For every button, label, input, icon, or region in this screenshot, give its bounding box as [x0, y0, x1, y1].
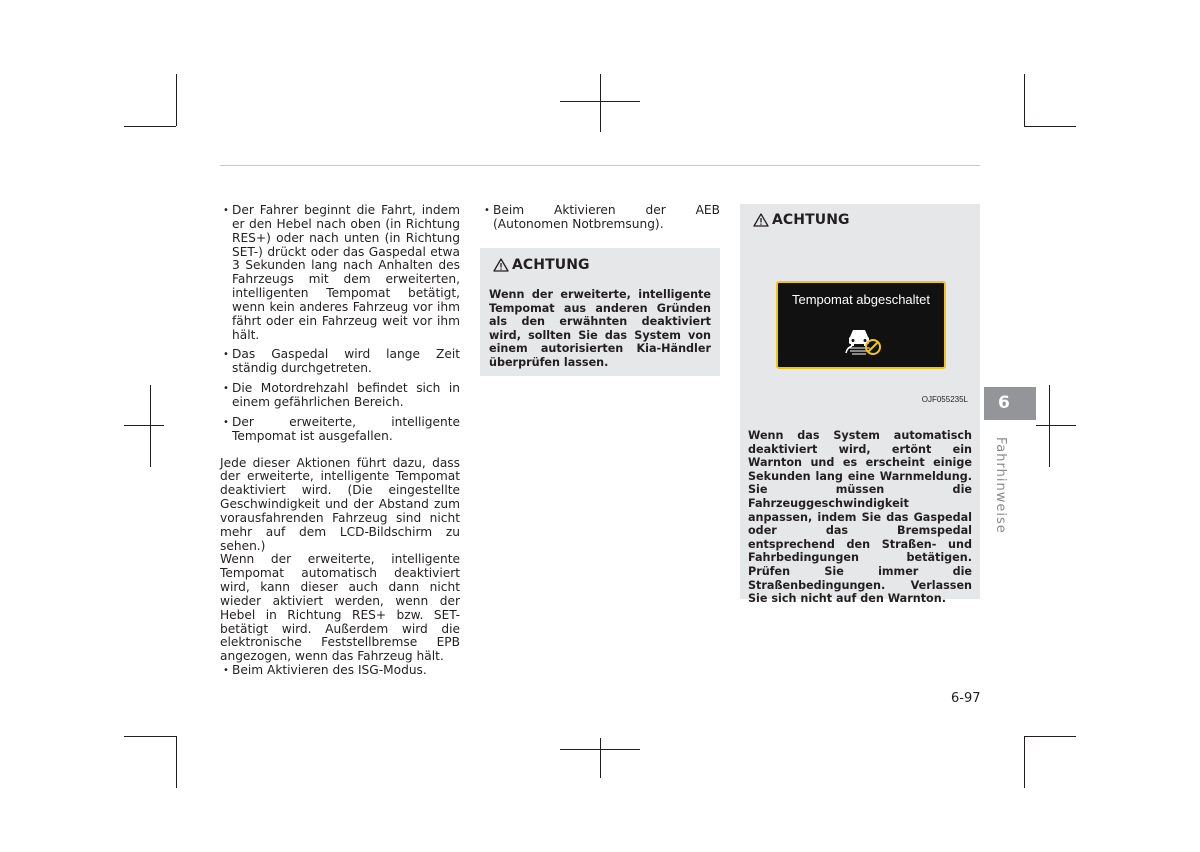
cluster-display-illustration [776, 281, 946, 369]
paragraph-block [220, 457, 460, 665]
warning-box [740, 204, 980, 606]
figure-code: OJF055235L [921, 395, 968, 404]
header-rule [220, 165, 980, 166]
warning-title: ACHTUNG [512, 257, 590, 273]
warning-heading [493, 257, 590, 273]
bullet-item: • Der Fahrer beginnt die Fahrt, indem er den Hebel nach oben (in Richtung RES+) oder nach unten (in Richtung SET-) drückt oder das Gaspedal etwa 3 Sekunden lang nach Anhalten des Fahrzeugs mit dem erweiterten, intelligenten Tempomat betätigt, wenn kein anderes Fahrzeug vor ihm fährt oder ein Fahrzeug weit vor ihm hält. [220, 204, 460, 342]
paragraph: Wenn der erweiterte, intelligente Tempomat automatisch deaktiviert wird, kann dieser auch dann nicht wieder aktiviert werden, wenn der Hebel in Richtung RES+ bzw. SET- betätigt wird. Außerdem wird die elektronische Feststellbremse EPB angezogen, wenn das Fahrzeug hält. [220, 552, 460, 664]
warning-text-part: Prüfen Sie immer die Straßenbedingungen. Verlassen Sie sich nicht auf den Warnton. [748, 564, 972, 606]
column-1 [220, 204, 460, 684]
warning-heading [753, 212, 850, 228]
bullet-item: • Das Gaspedal wird lange Zeit ständig durchgetreten. [220, 348, 460, 376]
warning-triangle-icon [753, 213, 769, 227]
warning-text: Wenn der erweiterte, intelligente Tempomat aus anderen Gründen als den erwähnten deaktiviert wird, sollten Sie das System von einem autorisierten Kia-Händler überprüfen lassen. [489, 288, 711, 369]
warning-text-part: Sie müssen die Fahrzeuggeschwindigkeit anpassen, indem Sie das Gaspedal oder das Bremspedal entsprechend den Straßen- und Fahrbedingungen betätigen. [748, 483, 972, 565]
bullet-item: • Die Motordrehzahl befindet sich in einem gefährlichen Bereich. [220, 382, 460, 410]
bullet-item: • Beim Aktivieren des ISG-Modus. [220, 664, 460, 678]
warning-box [480, 248, 720, 376]
page-number: 6-97 [951, 691, 981, 706]
warning-triangle-icon [493, 258, 509, 272]
warning-text [748, 429, 972, 606]
paragraph: Jede dieser Aktionen führt dazu, dass der erweiterte, intelligente Tempomat deaktiviert wird. (Die eingestellte Geschwindigkeit und der Abstand zum vorausfahrenden Fahrzeug sind nicht mehr auf dem LCD-Bildschirm zu sehen.) [220, 455, 460, 553]
display-message: Tempomat abgeschaltet [791, 292, 931, 307]
chapter-title: Fahrhinweise [993, 437, 1008, 534]
chapter-number-tab: 6 [984, 387, 1036, 420]
column-2 [481, 204, 720, 238]
cruise-control-off-icon [844, 323, 884, 359]
warning-text-part: Wenn das System automatisch deaktiviert wird, ertönt ein Warnton und es erscheint einige Sekunden lang eine Warnmeldung. [748, 429, 972, 483]
warning-title: ACHTUNG [772, 212, 850, 228]
bullet-item: • Der erweiterte, intelligente Tempomat ist ausgefallen. [220, 416, 460, 444]
bullet-item: • Beim Aktivieren der AEB (Autonomen Notbremsung). [481, 204, 720, 232]
